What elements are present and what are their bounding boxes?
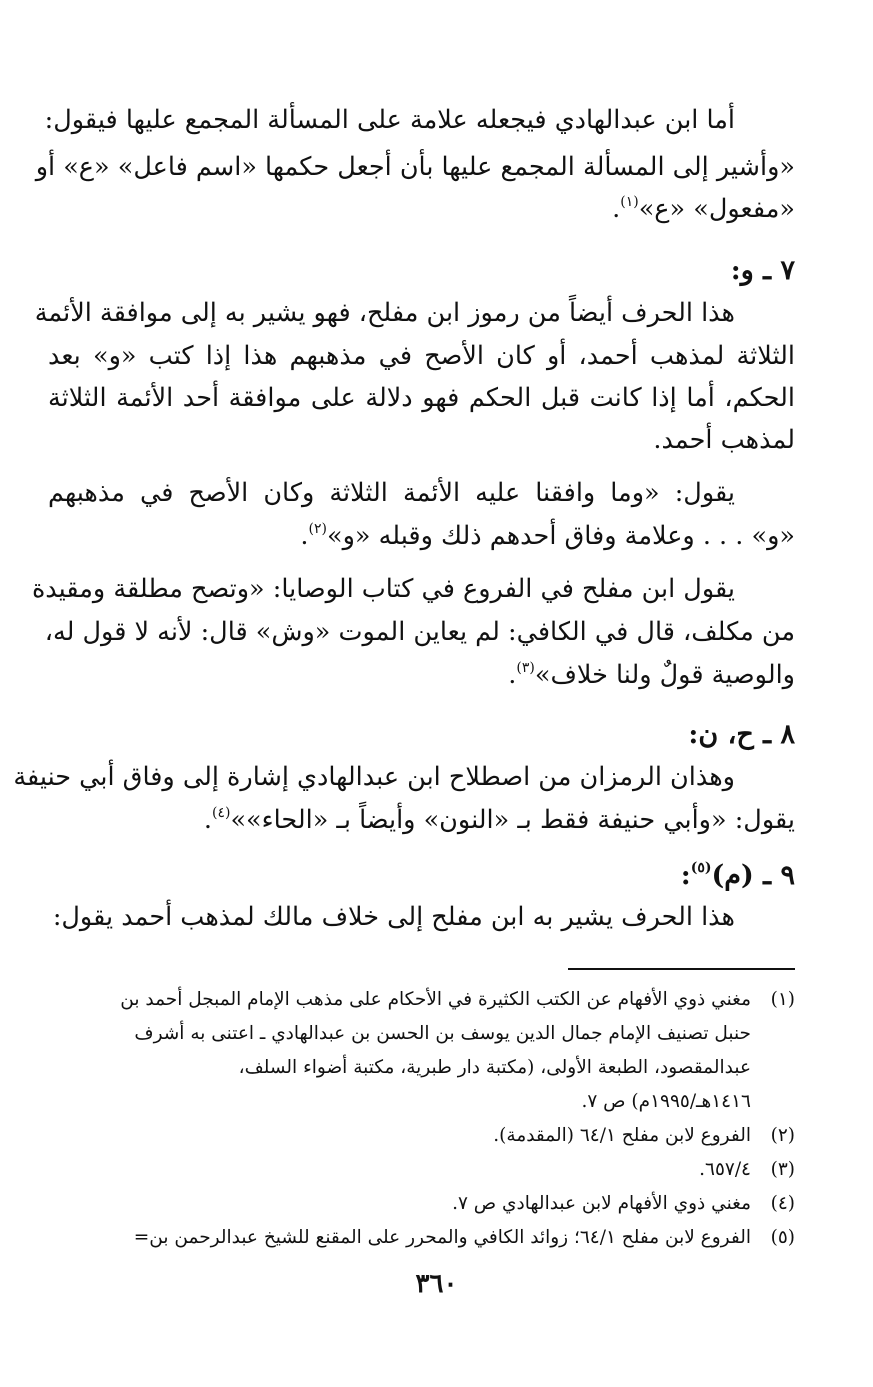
footnote-number: (٥) — [770, 1227, 795, 1248]
footnote-ref-3[interactable]: (٣) — [516, 659, 535, 676]
section-heading-8: ٨ ـ ح، ن: — [688, 719, 795, 750]
footnote-number: (٢) — [770, 1125, 795, 1146]
footnote-text: مغني ذوي الأفهام عن الكتب الكثيرة في الأحكام على مذهب الإمام المبجل أحمد بن — [120, 989, 751, 1010]
body-line: «وأشير إلى المسألة المجمع عليها بأن أجعل حكمها «اسم فاعل» «ع» أو — [35, 152, 795, 182]
footnote-text: الفروع لابن مفلح ٦٤/١ (المقدمة). — [493, 1125, 751, 1146]
footnote-ref-4[interactable]: (٤) — [211, 804, 231, 821]
footnote-1-line: حنبل تصنيف الإمام جمال الدين يوسف بن الحسن بن عبدالهادي ـ اعتنى به أشرف — [134, 1023, 751, 1044]
footnote-number: (١) — [770, 989, 795, 1010]
footnote-number: (٣) — [770, 1159, 795, 1180]
footnote-text: الفروع لابن مفلح ٦٤/١؛ زوائد الكافي والمحرر على المقنع للشيخ عبدالرحمن بن= — [133, 1227, 751, 1248]
footnote-text: ٦٥٧/٤. — [699, 1159, 751, 1180]
body-line: وهذان الرمزان من اصطلاح ابن عبدالهادي إشارة إلى وفاق أبي حنيفة — [13, 762, 735, 792]
body-line-last: لمذهب أحمد. — [653, 425, 795, 455]
body-line: يقول ابن مفلح في الفروع في كتاب الوصايا: «وتصح مطلقة ومقيدة — [31, 574, 735, 604]
punct: . — [612, 194, 621, 224]
body-line-last — [48, 797, 795, 843]
footnote-2 — [36, 1119, 795, 1153]
body-text: يقول: «وأبي حنيفة فقط بـ «النون» وأيضاً بـ «الحاء»» — [230, 805, 795, 835]
punct: . — [508, 660, 517, 690]
footnote-ref-1[interactable]: (١) — [620, 193, 639, 210]
body-line: الثلاثة لمذهب أحمد، أو كان الأصح في مذهبهم هذا إذا كتب «و» بعد — [48, 341, 795, 371]
body-line: من مكلف، قال في الكافي: لم يعاين الموت «وش» قال: لأنه لا قول له، — [44, 617, 795, 647]
footnote-ref-2[interactable]: (٢) — [308, 520, 327, 537]
footnote-1 — [36, 983, 795, 1017]
body-text: والوصية قولٌ ولنا خلاف» — [534, 660, 795, 690]
footnote-number: (٤) — [770, 1193, 795, 1214]
footnote-4 — [36, 1187, 795, 1221]
footnote-3 — [36, 1153, 795, 1187]
section-heading-9 — [48, 853, 795, 899]
punct: . — [203, 805, 212, 835]
body-line: أما ابن عبدالهادي فيجعله علامة على المسألة المجمع عليها فيقول: — [44, 105, 735, 135]
body-line: هذا الحرف يشير به ابن مفلح إلى خلاف مالك لمذهب أحمد يقول: — [52, 902, 735, 932]
punct: . — [300, 521, 309, 551]
body-line: يقول: «وما وافقنا عليه الأئمة الثلاثة وكان الأصح في مذهبهم — [48, 478, 735, 508]
body-line-last — [48, 652, 795, 698]
footnote-1-line: عبدالمقصود، الطبعة الأولى، (مكتبة دار طبرية، مكتبة أضواء السلف، — [238, 1057, 751, 1078]
body-text: «و» . . . وعلامة وفاق أحدهم ذلك وقبله «و» — [326, 521, 795, 551]
body-line-last — [48, 513, 795, 559]
punct: : — [680, 860, 691, 891]
section-heading-7: ٧ ـ و: — [730, 255, 795, 286]
body-line: هذا الحرف أيضاً من رموز ابن مفلح، فهو يشير به إلى موافقة الأئمة — [34, 298, 735, 328]
page-number: ٣٦٠ — [415, 1269, 458, 1299]
footnote-text: مغني ذوي الأفهام لابن عبدالهادي ص ٧. — [452, 1193, 751, 1214]
footnote-separator — [568, 968, 795, 970]
heading-text: ٩ ـ (م) — [711, 860, 795, 891]
body-line-last — [48, 186, 795, 232]
footnote-ref-5[interactable]: (٥) — [690, 860, 712, 876]
body-text: «مفعول» «ع» — [638, 194, 795, 224]
footnote-1-line: ١٤١٦هـ/١٩٩٥م) ص ٧. — [581, 1091, 751, 1112]
body-line: الحكم، أما إذا كانت قبل الحكم فهو دلالة على موافقة أحد الأئمة الثلاثة — [48, 383, 795, 413]
footnote-5 — [36, 1221, 795, 1255]
